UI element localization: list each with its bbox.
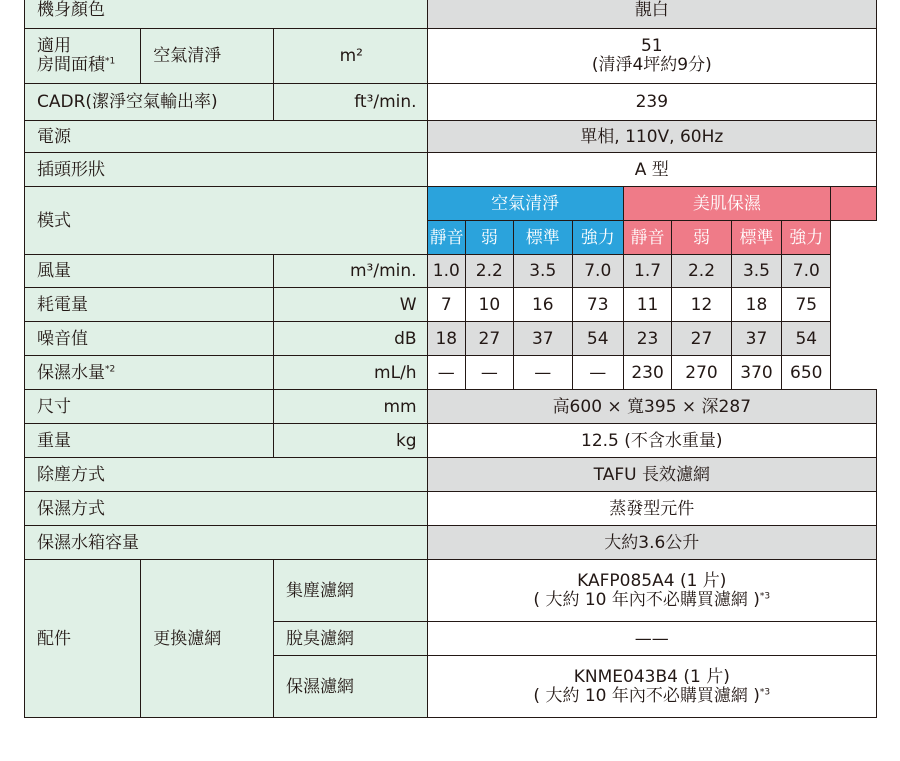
size-unit: mm [274,390,428,424]
row-accessory-dust [25,560,877,622]
dust-filter-label: 集塵濾網 [274,560,428,622]
area-note: *1 [105,56,116,67]
consumption-label: 耗電量 [25,288,274,322]
mode-level: 弱 [672,221,731,255]
airflow-label: 風量 [25,255,274,288]
area-value-line2: (清淨4坪約9分) [591,55,712,75]
dust-filter-value [427,560,876,622]
humid-filter-line2: ( 大約 10 年內不必購買濾網 ) [533,685,760,706]
noise-value: 27 [672,322,731,356]
humid-note: *2 [105,363,116,374]
humid-method-value: 蒸發型元件 [427,492,876,526]
humid-label [25,356,274,390]
row-noise [25,322,877,356]
row-weight [25,424,877,458]
cadr-label: CADR(潔淨空氣輸出率) [25,84,274,121]
consumption-value: 75 [782,288,831,322]
area-label-line2: 房間面積 [37,55,105,75]
row-consumption [25,288,877,322]
consumption-value: 73 [572,288,623,322]
area-sub-label: 空氣清淨 [141,29,274,84]
row-size [25,390,877,424]
noise-value: 54 [572,322,623,356]
cadr-value: 239 [427,84,876,121]
mode-level: 靜音 [623,221,672,255]
humid-value: — [572,356,623,390]
airflow-value: 2.2 [672,255,731,288]
noise-value: 23 [623,322,672,356]
area-label-line1: 適用 [37,36,71,56]
consumption-value: 18 [731,288,782,322]
weight-value: 12.5 (不含水重量) [427,424,876,458]
consumption-value: 7 [427,288,465,322]
row-dust-method [25,458,877,492]
row-humid-volume [25,356,877,390]
mode-group-humidify: 美肌保濕 [623,187,831,221]
airflow-value: 7.0 [782,255,831,288]
deodor-filter-value: —— [427,622,876,656]
noise-value: 18 [427,322,465,356]
airflow-value: 3.5 [513,255,572,288]
dust-filter-line2: ( 大約 10 年內不必購買濾網 ) [533,589,760,610]
humid-value: 270 [672,356,731,390]
mode-level: 弱 [465,221,513,255]
consumption-unit: W [274,288,428,322]
row-plug [25,153,877,187]
mode-group-purify: 空氣清淨 [427,187,623,221]
noise-value: 54 [782,322,831,356]
consumption-value: 11 [623,288,672,322]
noise-value: 37 [731,322,782,356]
row-humid-method [25,492,877,526]
humid-filter-label: 保濕濾網 [274,656,428,718]
humid-unit: mL/h [274,356,428,390]
dust-label: 除塵方式 [25,458,428,492]
dust-value: TAFU 長效濾網 [427,458,876,492]
noise-unit: dB [274,322,428,356]
consumption-value: 10 [465,288,513,322]
humid-filter-value [427,656,876,718]
mode-label: 模式 [25,187,428,255]
humid-value: 370 [731,356,782,390]
row-mode-groups [25,187,877,221]
area-unit: m² [274,29,428,84]
accessories-label: 配件 [25,560,141,718]
mode-group-humidify-tail [831,187,877,221]
dust-filter-line1: KAFP085A4 (1 片) [577,570,727,591]
airflow-value: 2.2 [465,255,513,288]
tank-value: 大約3.6公升 [427,526,876,560]
mode-level: 標準 [731,221,782,255]
size-label: 尺寸 [25,390,274,424]
row-power [25,121,877,153]
airflow-value: 3.5 [731,255,782,288]
spec-table [24,0,877,718]
area-value-line1: 51 [640,36,663,56]
humid-value: 230 [623,356,672,390]
airflow-value: 7.0 [572,255,623,288]
row-tank [25,526,877,560]
humid-value: — [465,356,513,390]
row-area [25,29,877,84]
airflow-value: 1.7 [623,255,672,288]
power-value: 單相, 110V, 60Hz [427,121,876,153]
mode-level: 靜音 [427,221,465,255]
dust-filter-note: *3 [759,590,771,601]
humid-filter-note: *3 [759,686,771,697]
airflow-value: 1.0 [427,255,465,288]
weight-unit: kg [274,424,428,458]
humid-value: — [427,356,465,390]
mode-level: 強力 [782,221,831,255]
humid-value: — [513,356,572,390]
noise-value: 27 [465,322,513,356]
weight-label: 重量 [25,424,274,458]
humid-method-label: 保濕方式 [25,492,428,526]
humid-label-text: 保濕水量 [37,362,105,383]
humid-value: 650 [782,356,831,390]
tank-label: 保濕水箱容量 [25,526,428,560]
consumption-value: 16 [513,288,572,322]
color-value: 靚白 [427,0,876,29]
color-label: 機身顏色 [25,0,428,29]
area-value [427,29,876,84]
noise-value: 37 [513,322,572,356]
power-label: 電源 [25,121,428,153]
mode-level: 強力 [572,221,623,255]
mode-level: 標準 [513,221,572,255]
area-label [25,29,141,84]
accessories-sub-label: 更換濾網 [141,560,274,718]
cadr-unit: ft³/min. [274,84,428,121]
deodor-filter-label: 脫臭濾網 [274,622,428,656]
row-color [25,0,877,29]
humid-filter-line1: KNME043B4 (1 片) [573,666,730,687]
airflow-unit: m³/min. [274,255,428,288]
consumption-value: 12 [672,288,731,322]
size-value: 高600 × 寬395 × 深287 [427,390,876,424]
plug-label: 插頭形狀 [25,153,428,187]
noise-label: 噪音值 [25,322,274,356]
row-cadr [25,84,877,121]
plug-value: A 型 [427,153,876,187]
row-airflow [25,255,877,288]
